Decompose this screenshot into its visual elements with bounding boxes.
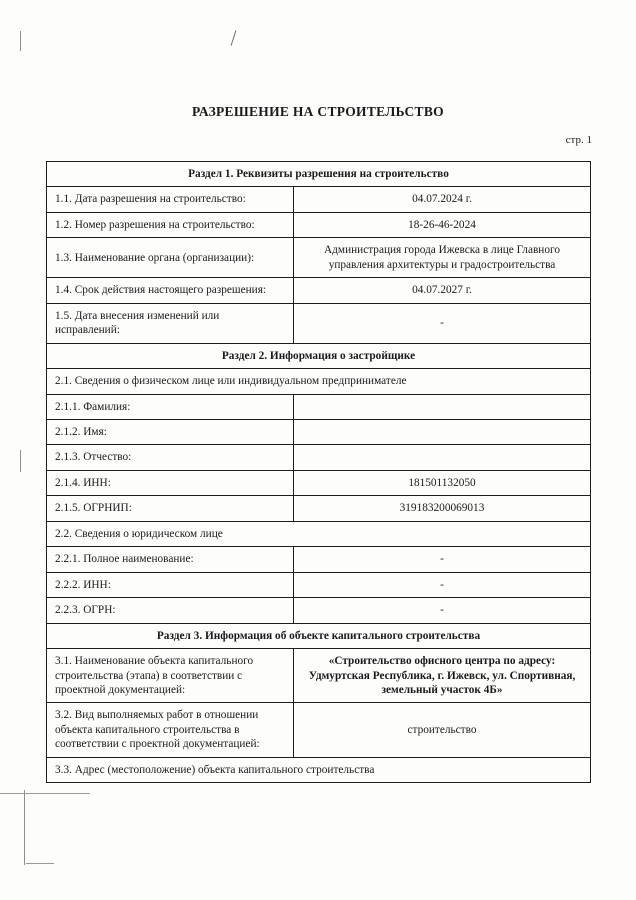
scan-artifact-mark bbox=[231, 30, 237, 46]
row-label: 1.5. Дата внесения изменений или исправлений: bbox=[47, 303, 294, 343]
table-row bbox=[47, 496, 591, 521]
row-value: Администрация города Ижевска в лице Главного управления архитектуры и градостроительства bbox=[294, 238, 591, 278]
row-label: 2.1.5. ОГРНИП: bbox=[47, 496, 294, 521]
table-row bbox=[47, 757, 591, 782]
row-label: 2.2.1. Полное наименование: bbox=[47, 547, 294, 572]
subsection-heading-3-3: 3.3. Адрес (местоположение) объекта капитального строительства bbox=[47, 757, 591, 782]
row-label: 2.1.3. Отчество: bbox=[47, 445, 294, 470]
table-row bbox=[47, 238, 591, 278]
table-row bbox=[47, 703, 591, 757]
permit-table bbox=[46, 161, 591, 783]
row-value: 04.07.2024 г. bbox=[294, 187, 591, 212]
table-row bbox=[47, 419, 591, 444]
table-row bbox=[47, 547, 591, 572]
row-label: 2.2.2. ИНН: bbox=[47, 572, 294, 597]
row-label: 2.1.2. Имя: bbox=[47, 419, 294, 444]
row-value bbox=[294, 394, 591, 419]
row-value bbox=[294, 419, 591, 444]
section-heading-3: Раздел 3. Информация об объекте капитального строительства bbox=[47, 623, 591, 648]
table-row bbox=[47, 445, 591, 470]
row-value: - bbox=[294, 303, 591, 343]
table-row bbox=[47, 598, 591, 623]
table-row bbox=[47, 162, 591, 187]
section-heading-2: Раздел 2. Информация о застройщике bbox=[47, 343, 591, 368]
page-title: РАЗРЕШЕНИЕ НА СТРОИТЕЛЬСТВО bbox=[192, 104, 444, 119]
row-label: 3.1. Наименование объекта капитального строительства (этапа) в соответствии с проектной документацией: bbox=[47, 649, 294, 703]
table-row bbox=[47, 470, 591, 495]
table-row bbox=[47, 278, 591, 303]
table-row bbox=[47, 623, 591, 648]
scan-artifact-line bbox=[20, 31, 21, 51]
page-number: стр. 1 bbox=[565, 134, 592, 146]
row-value: - bbox=[294, 572, 591, 597]
row-label: 1.4. Срок действия настоящего разрешения: bbox=[47, 278, 294, 303]
table-row bbox=[47, 521, 591, 546]
row-value: строительство bbox=[294, 703, 591, 757]
row-label: 1.3. Наименование органа (организации): bbox=[47, 238, 294, 278]
table-row bbox=[47, 212, 591, 237]
row-value bbox=[294, 445, 591, 470]
scan-artifact-line bbox=[0, 793, 90, 794]
row-label: 1.1. Дата разрешения на строительство: bbox=[47, 187, 294, 212]
table-row bbox=[47, 369, 591, 394]
row-value: - bbox=[294, 547, 591, 572]
table-row bbox=[47, 187, 591, 212]
row-label: 2.1.4. ИНН: bbox=[47, 470, 294, 495]
section-heading-1: Раздел 1. Реквизиты разрешения на строительство bbox=[47, 162, 591, 187]
table-row bbox=[47, 649, 591, 703]
row-value: 18-26-46-2024 bbox=[294, 212, 591, 237]
table-row bbox=[47, 394, 591, 419]
subsection-heading-2-1: 2.1. Сведения о физическом лице или индивидуальном предпринимателе bbox=[47, 369, 591, 394]
scan-artifact-line bbox=[26, 863, 54, 864]
row-label: 2.1.1. Фамилия: bbox=[47, 394, 294, 419]
row-value: - bbox=[294, 598, 591, 623]
row-label: 2.2.3. ОГРН: bbox=[47, 598, 294, 623]
table-row bbox=[47, 343, 591, 368]
subsection-heading-2-2: 2.2. Сведения о юридическом лице bbox=[47, 521, 591, 546]
row-value: 04.07.2027 г. bbox=[294, 278, 591, 303]
table-row bbox=[47, 303, 591, 343]
row-value: 319183200069013 bbox=[294, 496, 591, 521]
table-row bbox=[47, 572, 591, 597]
row-label: 1.2. Номер разрешения на строительство: bbox=[47, 212, 294, 237]
row-label: 3.2. Вид выполняемых работ в отношении объекта капитального строительства в соответствии с проектной документацией: bbox=[47, 703, 294, 757]
scan-artifact-line bbox=[24, 790, 25, 865]
scan-artifact-line bbox=[20, 450, 21, 472]
row-value: «Строительство офисного центра по адресу: Удмуртская Республика, г. Ижевск, ул. Спортивная, земельный участок 4Б» bbox=[294, 649, 591, 703]
row-value: 181501132050 bbox=[294, 470, 591, 495]
